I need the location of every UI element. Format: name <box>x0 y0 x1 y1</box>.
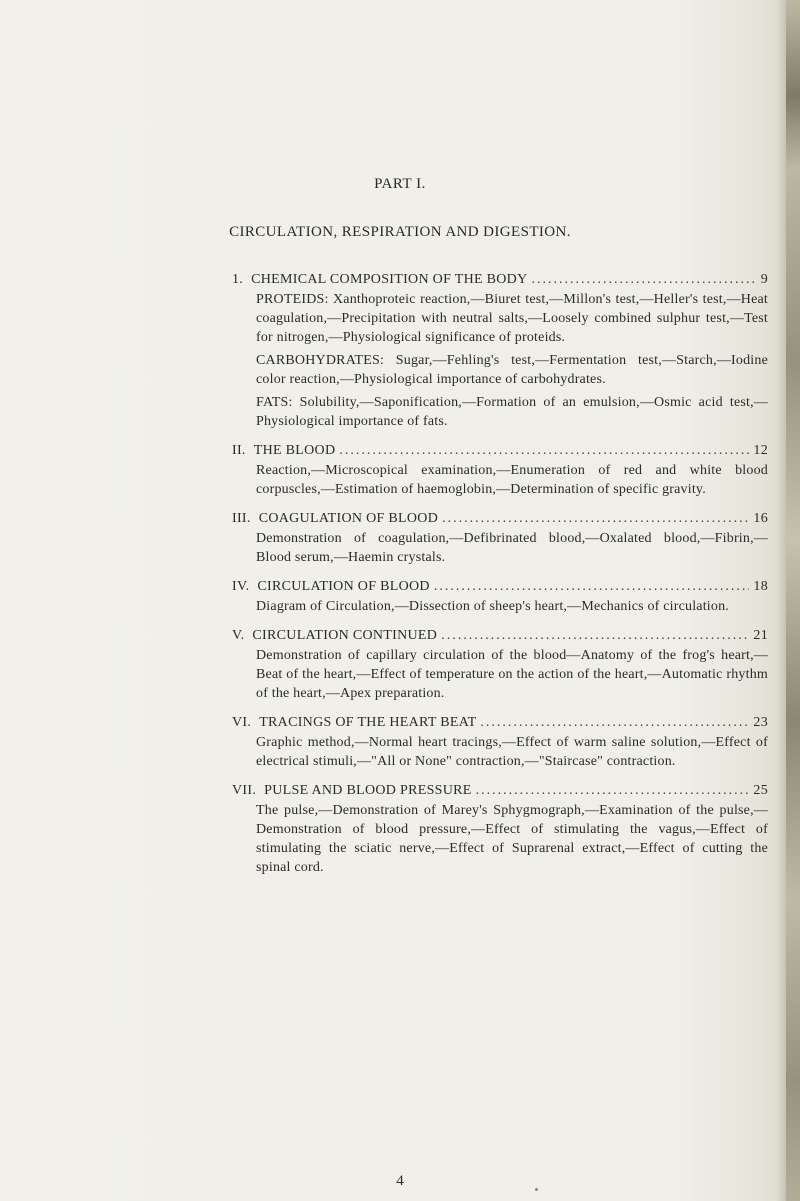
dot-leader <box>339 441 749 461</box>
chapter-number: III. <box>232 511 251 526</box>
toc-heading <box>232 509 768 529</box>
table-of-contents <box>232 270 792 887</box>
chapter-title: CHEMICAL COMPOSITION OF THE BODY <box>251 272 528 287</box>
page-number: 23 <box>753 715 768 730</box>
chapter-description <box>256 733 768 771</box>
toc-entry <box>232 509 792 567</box>
toc-entry <box>232 781 792 877</box>
dot-leader <box>480 713 749 733</box>
toc-heading <box>232 270 768 290</box>
description-paragraph: Diagram of Circulation,—Dissection of sheep's heart,—Mechanics of circulation. <box>256 599 729 614</box>
chapter-description <box>256 290 768 431</box>
chapter-number: VI. <box>232 715 252 730</box>
part-title: PART I. <box>374 176 426 192</box>
chapter-number: VII. <box>232 783 257 798</box>
page-folio: 4 <box>396 1173 404 1189</box>
chapter-title: CIRCULATION CONTINUED <box>252 628 438 643</box>
chapter-description <box>256 461 768 499</box>
dot-leader <box>434 577 750 597</box>
dot-leader <box>442 509 749 529</box>
chapter-number: 1. <box>232 272 244 287</box>
description-paragraph: Graphic method,—Normal heart tracings,—Effect of warm saline solution,—Effect of electrical stimuli,—"All or None" contraction,—"Staircase" contraction. <box>256 735 768 769</box>
chapter-description <box>256 801 768 877</box>
description-paragraph: The pulse,—Demonstration of Marey's Sphygmograph,—Examination of the pulse,—Demonstration of blood pressure,—Effect of stimulating the vagus,—Effect of stimulating the sciatic nerve,—Effect of Suprarenal extract,—Effect of cutting the spinal cord. <box>256 803 768 875</box>
description-paragraph: CARBOHYDRATES: Sugar,—Fehling's test,—Fermentation test,—Starch,—Iodine color reaction,—Physiological importance of carbohydrates. <box>256 353 768 387</box>
page-number: 18 <box>753 579 768 594</box>
chapter-title: TRACINGS OF THE HEART BEAT <box>259 715 477 730</box>
description-paragraph: PROTEIDS: Xanthoproteic reaction,—Biuret test,—Millon's test,—Heller's test,—Heat coagulation,—Precipitation with neutral salts,—Loosely combined sulphur test,—Test for nitrogen,—Physiological significance of proteids. <box>256 292 768 345</box>
toc-heading <box>232 781 768 801</box>
page-number: 9 <box>760 272 768 287</box>
page-number: 12 <box>753 443 768 458</box>
dot-leader <box>476 781 750 801</box>
chapter-description <box>256 646 768 703</box>
toc-heading <box>232 713 768 733</box>
description-paragraph: Demonstration of coagulation,—Defibrinated blood,—Oxalated blood,—Fibrin,—Blood serum,—Haemin crystals. <box>256 531 768 565</box>
description-paragraph: Reaction,—Microscopical examination,—Enumeration of red and white blood corpuscles,—Estimation of haemoglobin,—Determination of specific gravity. <box>256 463 768 497</box>
toc-entry <box>232 577 792 616</box>
chapter-title: THE BLOOD <box>253 443 336 458</box>
dot-leader <box>532 270 757 290</box>
chapter-title: PULSE AND BLOOD PRESSURE <box>264 783 472 798</box>
page-number: 21 <box>753 628 768 643</box>
chapter-number: II. <box>232 443 246 458</box>
page-number: 16 <box>753 511 768 526</box>
chapter-description <box>256 597 768 616</box>
part-subtitle: CIRCULATION, RESPIRATION AND DIGESTION. <box>229 224 571 240</box>
paper-speck <box>535 1188 538 1191</box>
description-paragraph: FATS: Solubility,—Saponification,—Formation of an emulsion,—Osmic acid test,—Physiological importance of fats. <box>256 395 768 429</box>
toc-heading <box>232 626 768 646</box>
chapter-description <box>256 529 768 567</box>
chapter-number: IV. <box>232 579 250 594</box>
toc-entry <box>232 441 792 499</box>
toc-entry <box>232 713 792 771</box>
page-number: 25 <box>753 783 768 798</box>
toc-entry <box>232 270 792 431</box>
chapter-title: COAGULATION OF BLOOD <box>258 511 439 526</box>
toc-heading <box>232 577 768 597</box>
toc-entry <box>232 626 792 703</box>
dot-leader <box>441 626 749 646</box>
chapter-title: CIRCULATION OF BLOOD <box>257 579 430 594</box>
description-paragraph: Demonstration of capillary circulation of the blood—Anatomy of the frog's heart,—Beat of the heart,—Effect of temperature on the action of the heart,—Automatic rhythm of the heart,—Apex preparation. <box>256 648 768 701</box>
chapter-number: V. <box>232 628 245 643</box>
toc-heading <box>232 441 768 461</box>
